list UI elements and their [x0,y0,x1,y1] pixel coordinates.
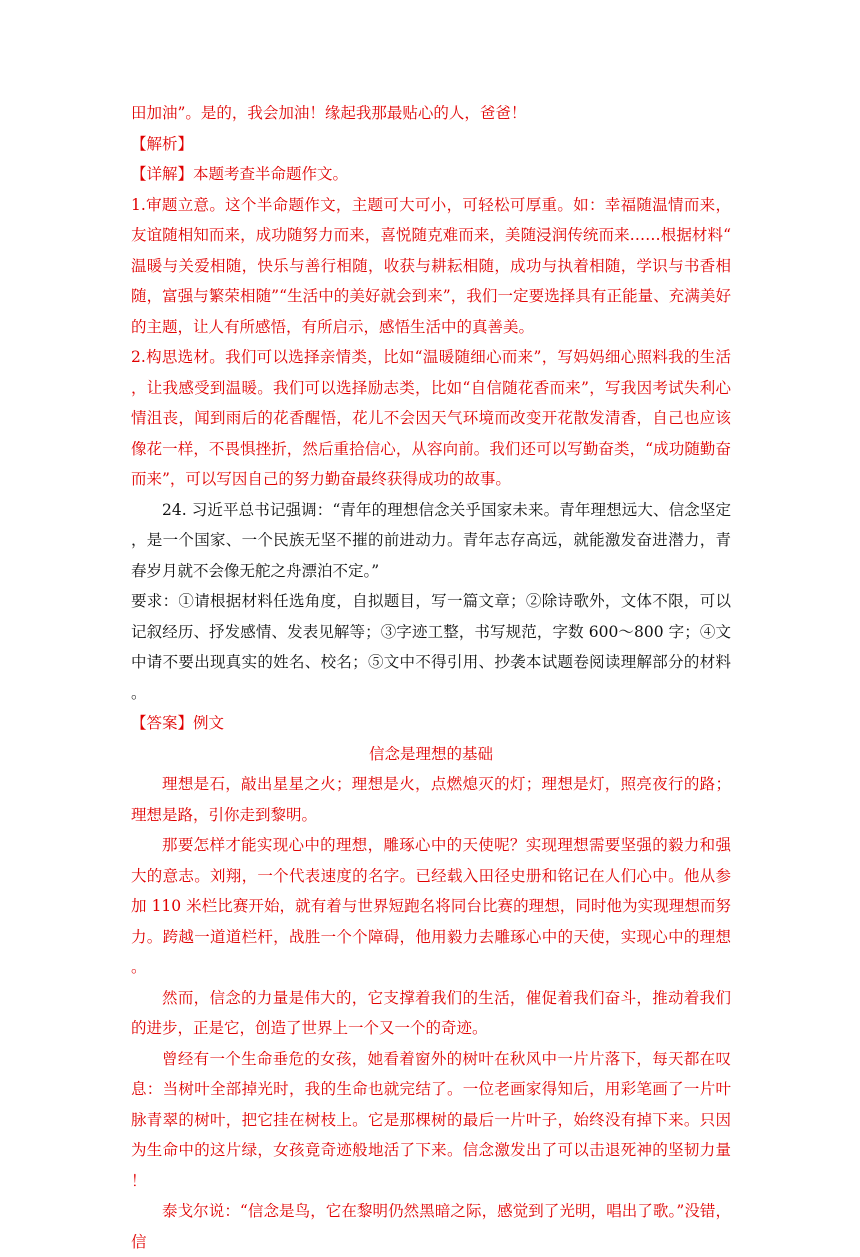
answer-text: 例文 [193,714,225,732]
analysis-point-2: 2.构思选材。我们可以选择亲情类，比如“温暖随细心而来”，写妈妈细心照料我的生活，让我感受到温暖。我们可以选择励志类，比如“自信随花香而来”，写我因考试失利心情沮丧，闻到雨后的花香醒悟，花儿不会因天气环境而改变开花散发清香，自己也应该像花一样，不畏惧挫折，然后重拾信心，从容向前。我们还可以写勤奋类，“成功随勤奋而来”，可以写因自己的努力勤奋最终获得成功的故事。 [131,348,731,488]
analysis-heading [131,129,731,160]
question-24: 24. 习近平总书记强调：“青年的理想信念关乎国家未来。青年理想远大、信念坚定，是一个国家、一个民族无坚不摧的前进动力。青年志存高远，就能激发奋进潜力，青春岁月就不会像无舵之舟漂泊不定。” [131,500,731,580]
detail-text: 本题考查半命题作文。 [193,165,349,183]
question-requirements: 要求：①请根据材料任选角度，自拟题目，写一篇文章；②除诗歌外，文体不限，可以记叙经历、抒发感情、发表见解等；③字迹工整，书写规范，字数 600～800 字；④文中请不要出现真实的姓名、校名；⑤文中不得引用、抄袭本试题卷阅读理解部分的材料。 [131,592,731,702]
analysis-point-1: 1.审题立意。这个半命题作文，主题可大可小，可轻松可厚重。如：幸福随温情而来，友谊随相知而来，成功随努力而来，喜悦随克难而来，美随浸润传统而来……根据材料“温暖与关爱相随，快乐与善行相随，收获与耕耘相随，成功与执着相随，学识与书香相随，富强与繁荣相随”“生活中的美好就会到来”，我们一定要选择具有正能量、充满美好的主题，让人有所感悟，有所启示，感悟生活中的真善美。 [131,195,731,336]
detail-label: 【详解】 [131,165,194,183]
answer-label: 【答案】 [131,714,194,732]
essay-paragraph: 然而，信念的力量是伟大的，它支撑着我们的生活，催促着我们奋斗，推动着我们的进步，正是它，创造了世界上一个又一个的奇迹。 [131,988,731,1037]
detail-paragraph [131,159,731,190]
essay-title: 信念是理想的基础 [368,744,493,763]
answer-heading [131,708,731,739]
essay-paragraph: 那要怎样才能实现心中的理想，雕琢心中的天使呢？实现理想需要坚强的毅力和强大的意志。刘翔，一个代表速度的名字。已经载入田径史册和铭记在人们心中。他从参加 110 米栏比赛开始，就有着与世界短跑名将同台比赛的理想，同时他为实现理想而努力。跨越一道道栏杆，战胜一个个障碍，他用毅力去雕琢心中的天使，实现心中的理想。 [131,836,731,976]
essay-paragraph: 泰戈尔说：“信念是鸟，它在黎明仍然黑暗之际，感觉到了光明，唱出了歌。”没错，信 [131,1202,731,1251]
document-page [131,98,731,1257]
continuation-paragraph: 田加油”。是的，我会加油！缘起我那最贴心的人，爸爸！ [131,104,527,122]
essay-paragraph: 曾经有一个生命垂危的女孩，她看着窗外的树叶在秋风中一片片落下，每天都在叹息：当树叶全部掉光时，我的生命也就完结了。一位老画家得知后，用彩笔画了一片叶脉青翠的树叶，把它挂在树枝上。它是那棵树的最后一片叶子，始终没有掉下来。只因为生命中的这片绿，女孩竟奇迹般地活了下来。信念激发出了可以击退死神的坚韧力量！ [131,1049,731,1190]
analysis-label: 【解析】 [131,134,194,153]
essay-paragraph: 理想是石，敲出星星之火；理想是火，点燃熄灭的灯；理想是灯，照亮夜行的路；理想是路，引你走到黎明。 [131,775,731,824]
